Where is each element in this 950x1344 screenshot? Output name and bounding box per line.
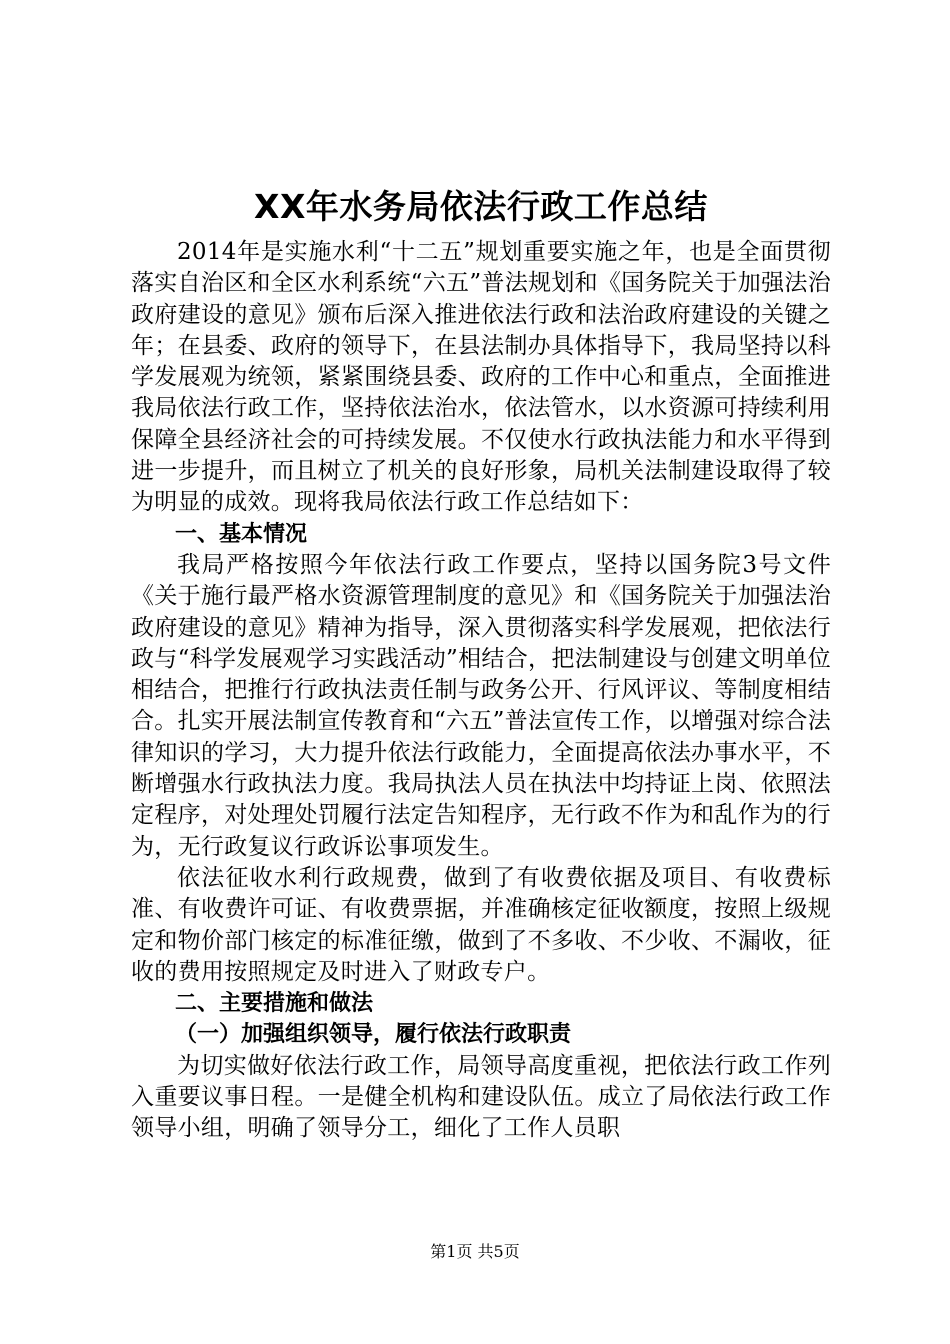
body-paragraph: 为切实做好依法行政工作，局领导高度重视，把依法行政工作列入重要议事日程。一是健全机构和建设队伍。成立了局依法行政工作领导小组，明确了领导分工，细化了工作人员职 [131, 1052, 831, 1142]
intro-paragraph: 2014年是实施水利“十二五”规划重要实施之年，也是全面贯彻落实自治区和全区水利系统“六五”普法规划和《国务院关于加强法治政府建设的意见》颁布后深入推进依法行政和法治政府建设的关键之年；在县委、政府的领导下，在县法制办具体指导下，我局坚持以科学发展观为统领，紧紧围绕县委、政府的工作中心和重点，全面推进我局依法行政工作，坚持依法治水，依法管水，以水资源可持续利用保障全县经济社会的可持续发展。不仅使水行政执法能力和水平得到进一步提升，而且树立了机关的良好形象，局机关法制建设取得了较为明显的成效。现将我局依法行政工作总结如下： [131, 239, 831, 516]
section-heading-basic: 一、基本情况 [175, 521, 308, 547]
section-heading-measures: 二、主要措施和做法 [175, 991, 374, 1017]
document-page [131, 183, 831, 1145]
body-paragraph: 我局严格按照今年依法行政工作要点，坚持以国务院3号文件《关于施行最严格水资源管理制度的意见》和《国务院关于加强法治政府建设的意见》精神为指导，深入贯彻落实科学发展观，把依法行政与“科学发展观学习实践活动”相结合，把法制建设与创建文明单位相结合，把推行行政执法责任制与政务公开、行风评议、等制度相结合。扎实开展法制宣传教育和“六五”普法宣传工作，以增强对综合法律知识的学习，大力提升依法行政能力，全面提高依法办事水平，不断增强水行政执法力度。我局执法人员在执法中均持证上岗、依照法定程序，对处理处罚履行法定告知程序，无行政不作为和乱作为的行为，无行政复议行政诉讼事项发生。 [131, 551, 831, 860]
document-title: XX年水务局依法行政工作总结 [254, 187, 708, 226]
page-footer: 第1页 共5页 [430, 1242, 520, 1261]
subsection-heading: （一）加强组织领导，履行依法行政职责 [175, 1022, 572, 1048]
body-paragraph: 依法征收水利行政规费，做到了有收费依据及项目、有收费标准、有收费许可证、有收费票据，并准确核定征收额度，按照上级规定和物价部门核定的标准征缴，做到了不多收、不少收、不漏收，征收的费用按照规定及时进入了财政专户。 [131, 864, 831, 985]
